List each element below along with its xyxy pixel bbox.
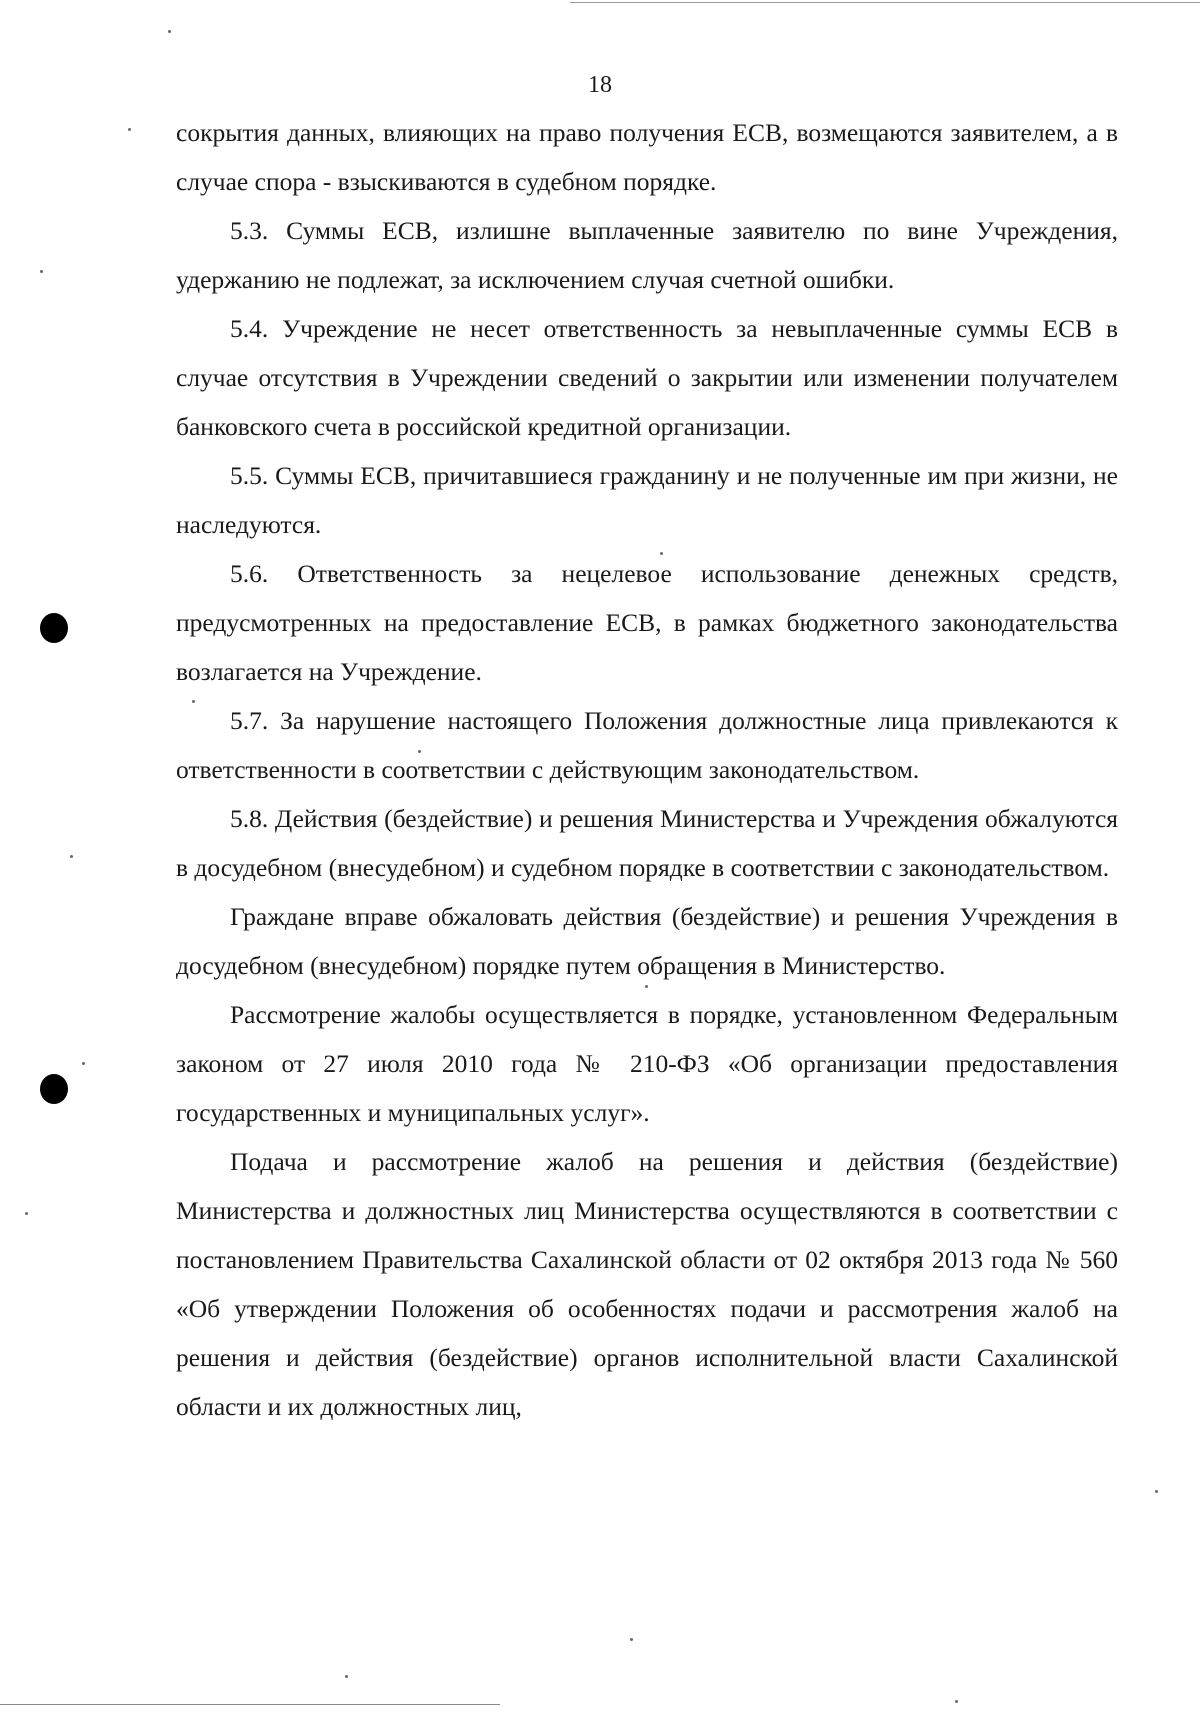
scan-speck xyxy=(128,128,131,131)
paragraph-5-5: 5.5. Суммы ЕСВ, причитавшиеся гражданину и не полученные им при жизни, не наследуются. xyxy=(176,461,1118,539)
paragraph-5-8: 5.8. Действия (бездействие) и решения Министерства и Учреждения обжалуются в досудебном (внесудебном) и судебном порядке в соответствии с законодательством. xyxy=(176,804,1118,882)
top-scan-edge xyxy=(570,2,1200,3)
bottom-scan-edge xyxy=(0,1704,500,1705)
paragraph-continuation: сокрытия данных, влияющих на право получения ЕСВ, возмещаются заявителем, а в случае спора - взыскиваются в судебном порядке. xyxy=(176,118,1118,196)
scan-speck xyxy=(168,30,171,33)
scan-speck xyxy=(40,270,43,273)
page-number: 18 xyxy=(588,72,612,98)
paragraph-5-3: 5.3. Суммы ЕСВ, излишне выплаченные заявителю по вине Учреждения, удержанию не подлежат, за исключением случая счетной ошибки. xyxy=(176,216,1118,294)
paragraph-5-6: 5.6. Ответственность за нецелевое использование денежных средств, предусмотренных на предоставление ЕСВ, в рамках бюджетного законодательства возлагается на Учреждение. xyxy=(176,559,1118,686)
scan-speck xyxy=(70,855,73,858)
scan-speck xyxy=(82,1062,85,1065)
scan-speck xyxy=(955,1700,958,1703)
scan-speck xyxy=(25,1212,28,1215)
paragraph-citizens-appeal: Граждане вправе обжаловать действия (бездействие) и решения Учреждения в досудебном (внесудебном) порядке путем обращения в Министерство. xyxy=(176,902,1118,980)
punch-hole-upper xyxy=(40,613,68,643)
scan-speck xyxy=(1155,1490,1158,1493)
paragraph-5-7: 5.7. За нарушение настоящего Положения должностные лица привлекаются к ответственности в соответствии с действующим законодательством. xyxy=(176,706,1118,784)
paragraph-complaint-procedure: Подача и рассмотрение жалоб на решения и действия (бездействие) Министерства и должностных лиц Министерства осуществляются в соответствии с постановлением Правительства Сахалинской области от 02 октября 2013 года № 560 «Об утверждении Положения об особенностях подачи и рассмотрения жалоб на решения и действия (бездействие) органов исполнительной власти Сахалинской области и их должностных лиц, xyxy=(176,1147,1118,1421)
paragraph-5-4: 5.4. Учреждение не несет ответственность за невыплаченные суммы ЕСВ в случае отсутствия в Учреждении сведений о закрытии или изменении получателем банковского счета в российской кредитной организации. xyxy=(176,314,1118,441)
scan-speck xyxy=(345,1675,348,1678)
document-body xyxy=(176,108,1118,1431)
punch-hole-lower xyxy=(40,1074,68,1104)
scan-speck xyxy=(630,1638,633,1641)
paragraph-complaint-review: Рассмотрение жалобы осуществляется в порядке, установленном Федеральным законом от 27 июля 2010 года № 210-ФЗ «Об организации предоставления государственных и муниципальных услуг». xyxy=(176,1000,1118,1127)
